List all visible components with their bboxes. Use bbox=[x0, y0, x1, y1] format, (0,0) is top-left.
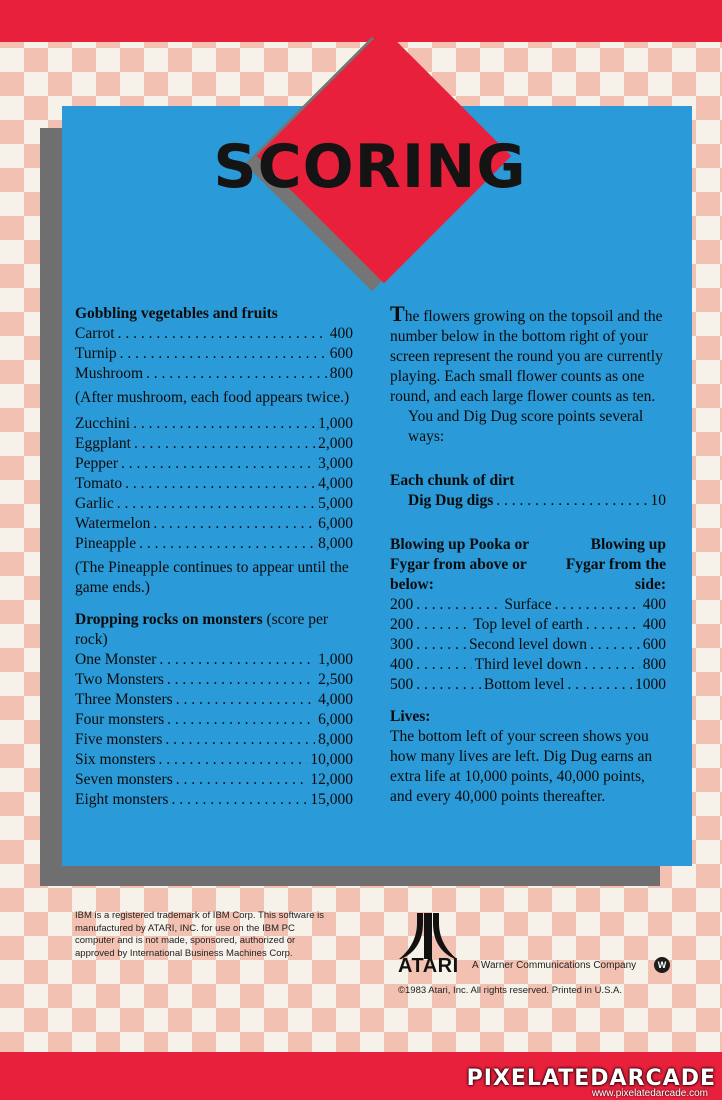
score-row bbox=[75, 344, 353, 364]
score-row-label: Zucchini bbox=[75, 415, 131, 432]
score-row-value: 600 bbox=[329, 345, 353, 362]
score-row-value: 8,000 bbox=[318, 535, 353, 552]
blow-left-value: 500 bbox=[390, 676, 414, 693]
atari-wordmark: ATARI bbox=[398, 955, 459, 977]
dirt-row bbox=[390, 491, 666, 511]
score-row-value: 5,000 bbox=[318, 495, 353, 512]
panel-shadow-left bbox=[40, 128, 62, 868]
intro-paragraph bbox=[390, 301, 666, 407]
watermark-name: PIXELATEDARCADE bbox=[466, 1066, 716, 1091]
copyright: ©1983 Atari, Inc. All rights reserved. Printed in U.S.A. bbox=[398, 985, 623, 996]
blow-left-value: 200 bbox=[390, 596, 414, 613]
rock-row bbox=[75, 730, 353, 750]
score-row bbox=[75, 494, 353, 514]
score-row-label: Pineapple bbox=[75, 535, 137, 552]
blow-row bbox=[390, 655, 666, 675]
blow-row bbox=[390, 595, 666, 615]
blow-right-heading: Blowing up Fygar from the side: bbox=[565, 536, 666, 593]
top-red-band bbox=[0, 0, 722, 42]
score-row-value: 1,000 bbox=[318, 415, 353, 432]
rock-row-label: Two Monsters bbox=[75, 671, 164, 688]
veg-list-b bbox=[75, 414, 353, 554]
blow-left-value: 300 bbox=[390, 636, 414, 653]
blow-label: Second level down bbox=[469, 636, 587, 653]
rock-row-label: Seven monsters bbox=[75, 771, 173, 788]
score-row-label: Mushroom bbox=[75, 365, 144, 382]
score-row-label: Tomato bbox=[75, 475, 123, 492]
rock-row-value: 15,000 bbox=[310, 791, 353, 808]
lives-text: The bottom left of your screen shows you how many lives are left. Dig Dug earns an extra life at 10,000 points, 40,000 points, and every 40,000 points thereafter. bbox=[390, 728, 653, 805]
score-row bbox=[75, 414, 353, 434]
rock-row-value: 6,000 bbox=[318, 711, 353, 728]
score-row-value: 6,000 bbox=[318, 515, 353, 532]
blow-headings bbox=[390, 535, 666, 595]
score-row-label: Carrot bbox=[75, 325, 115, 342]
rock-row-label: Six monsters bbox=[75, 751, 156, 768]
blow-label: Surface bbox=[504, 596, 552, 613]
left-column bbox=[75, 304, 353, 810]
dirt-value: 10 bbox=[650, 492, 666, 509]
rock-row bbox=[75, 750, 353, 770]
rock-row-label: Five monsters bbox=[75, 731, 163, 748]
rock-row-label: Three Monsters bbox=[75, 691, 173, 708]
right-column bbox=[390, 301, 667, 807]
score-row bbox=[75, 364, 353, 384]
rock-row bbox=[75, 790, 353, 810]
rock-row-value: 8,000 bbox=[318, 731, 353, 748]
rocks-heading-line bbox=[75, 610, 353, 650]
blow-right-value: 1000 bbox=[635, 676, 667, 693]
blow-right-value: 400 bbox=[642, 596, 666, 613]
score-row-label: Turnip bbox=[75, 345, 117, 362]
blow-right-value: 600 bbox=[642, 636, 667, 653]
rocks-heading: Dropping rocks on monsters bbox=[75, 611, 263, 628]
rock-row bbox=[75, 650, 353, 670]
rock-row-value: 1,000 bbox=[318, 651, 353, 668]
rocks-heading-suffix: (score per rock) bbox=[75, 611, 329, 648]
intro-paragraph-2: You and Dig Dug score points several ways: bbox=[408, 408, 644, 445]
blow-table bbox=[390, 595, 666, 695]
score-row-label: Garlic bbox=[75, 495, 114, 512]
blow-left-heading: Blowing up Pooka or Fygar from above or below: bbox=[390, 536, 529, 593]
page-title: SCORING bbox=[213, 132, 527, 202]
score-row bbox=[75, 434, 353, 454]
rock-row-label: Eight monsters bbox=[75, 791, 169, 808]
score-row bbox=[75, 514, 353, 534]
rock-row bbox=[75, 770, 353, 790]
score-row bbox=[75, 534, 353, 554]
score-row-value: 2,000 bbox=[318, 435, 353, 452]
rock-row-value: 10,000 bbox=[310, 751, 353, 768]
blow-row bbox=[390, 635, 666, 655]
rock-row bbox=[75, 670, 353, 690]
lives-heading: Lives: bbox=[390, 708, 431, 725]
blow-label: Bottom level bbox=[483, 676, 565, 693]
blow-right-value: 400 bbox=[642, 616, 666, 633]
rock-row-value: 4,000 bbox=[318, 691, 353, 708]
pineapple-note: (The Pineapple continues to appear until the game ends.) bbox=[75, 559, 349, 596]
veg-list-a bbox=[75, 324, 353, 384]
score-row bbox=[75, 474, 353, 494]
rock-row-label: Four monsters bbox=[75, 711, 165, 728]
rock-row-label: One Monster bbox=[75, 651, 157, 668]
score-row-label: Eggplant bbox=[75, 435, 131, 452]
intro-text: he flowers growing on the topsoil and the number below in the bottom right of your screen represent the round you are currently playing. Each small flower counts as one round, and each large flower counts as ten. bbox=[390, 308, 663, 405]
blow-row bbox=[390, 675, 666, 695]
blow-label: Third level down bbox=[474, 656, 582, 673]
score-row-value: 3,000 bbox=[318, 455, 353, 472]
score-row-value: 800 bbox=[329, 365, 353, 382]
score-row-label: Pepper bbox=[75, 455, 119, 472]
blow-right-value: 800 bbox=[642, 656, 667, 673]
veg-heading: Gobbling vegetables and fruits bbox=[75, 305, 278, 322]
warner-text: A Warner Communications Company bbox=[472, 960, 637, 971]
blow-left-value: 400 bbox=[390, 656, 414, 673]
score-row-label: Watermelon bbox=[75, 515, 151, 532]
blow-label: Top level of earth bbox=[473, 616, 583, 633]
blow-row bbox=[390, 615, 666, 635]
blow-left-value: 200 bbox=[390, 616, 414, 633]
score-row-value: 400 bbox=[329, 325, 353, 342]
rock-row bbox=[75, 710, 353, 730]
rock-row-value: 2,500 bbox=[318, 671, 353, 688]
score-row-value: 4,000 bbox=[318, 475, 353, 492]
warner-logo-icon: W bbox=[654, 957, 670, 973]
intro-drop-cap: T bbox=[390, 301, 405, 326]
veg-note: (After mushroom, each food appears twice.) bbox=[75, 389, 350, 406]
score-row bbox=[75, 324, 353, 344]
rock-row-value: 12,000 bbox=[310, 771, 353, 788]
trademark-notice: IBM is a registered trademark of IBM Corp. This software is manufactured by ATARI, INC. for use on the IBM PC computer and is not made, sponsored, authorized or approved by International Business Machines Corp. bbox=[75, 910, 325, 959]
rock-row bbox=[75, 690, 353, 710]
watermark-url: www.pixelatedarcade.com bbox=[591, 1088, 708, 1099]
score-row bbox=[75, 454, 353, 474]
dirt-label: Dig Dug digs bbox=[408, 492, 494, 509]
rocks-list bbox=[75, 650, 353, 810]
dirt-heading: Each chunk of dirt bbox=[390, 472, 515, 489]
